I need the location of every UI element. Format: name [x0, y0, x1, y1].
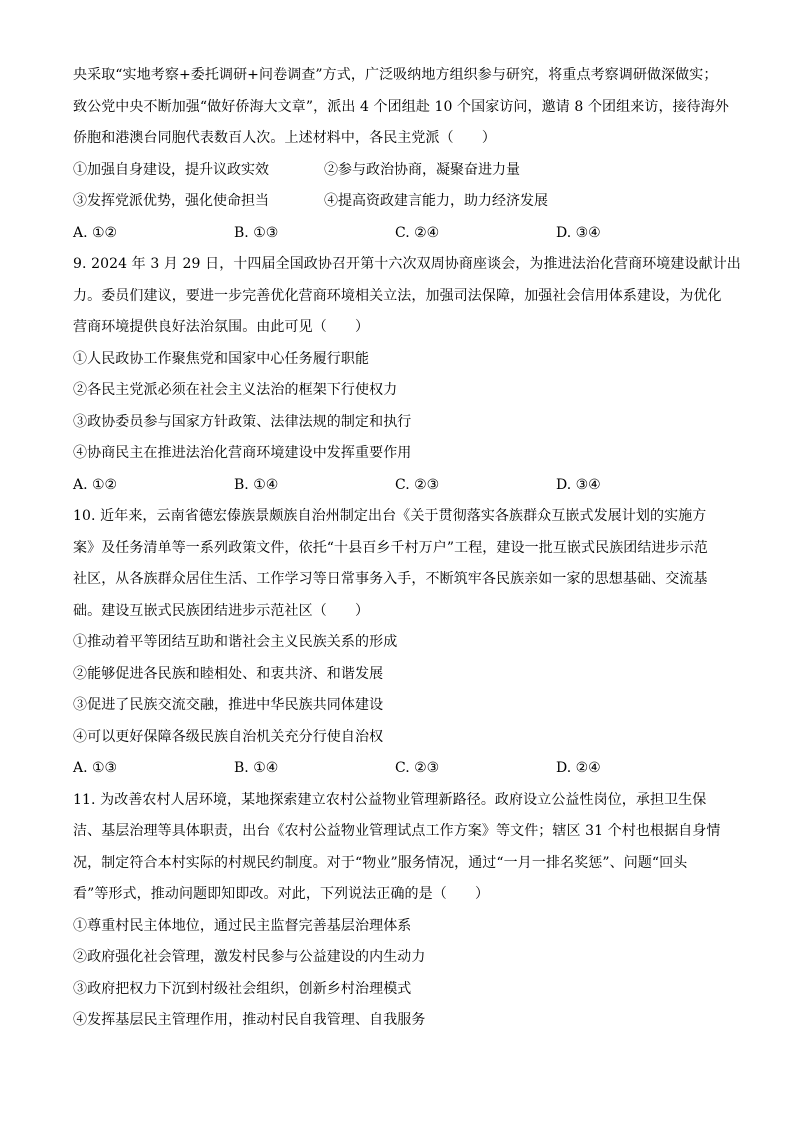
question-text-line: 央采取“实地考察+委托调研+问卷调查”方式，广泛吸纳地方组织参与研究，将重点考察调研做深做实；: [73, 67, 718, 83]
statement-row: [73, 155, 722, 187]
statement: ④发挥基层民主管理作用，推动村民自我管理、自我服务: [73, 1012, 426, 1028]
question-text-line: 营商环境提供良好法治氛围。由此可见（ ）: [73, 319, 370, 335]
option-a[interactable]: A. ①③: [73, 760, 118, 776]
question-text-line: 力。委员们建议，要进一步完善优化营商环境相关立法，加强司法保障，加强社会信用体系建设，为优化: [73, 287, 722, 304]
question-text-line: 案》及任务清单等一系列政策文件，依托“十县百乡千村万户”工程，建设一批互嵌式民族团结进步示范: [73, 539, 708, 556]
option-a[interactable]: A. ①②: [73, 224, 118, 241]
option-d[interactable]: D. ②④: [556, 760, 601, 776]
option-a[interactable]: A. ①②: [73, 476, 118, 493]
question-text-line: 看”等形式，推动问题即知即改。对此，下列说法正确的是（ ）: [73, 886, 490, 902]
question-8: [73, 60, 729, 249]
option-c[interactable]: C. ②③: [395, 760, 440, 776]
question-10: [73, 501, 722, 785]
question-text-line: 况，制定符合本村实际的村规民约制度。对于“物业”服务情况，通过“一月一排名奖惩”、问题“回头: [73, 854, 688, 871]
question-text-line: 侨胞和港澳台同胞代表数百人次。上述材料中，各民主党派（ ）: [73, 130, 496, 146]
statement: ③政协委员参与国家方针政策、法律法规的制定和执行: [73, 413, 412, 430]
statement: ④提高资政建言能力，助力经济发展: [324, 193, 548, 209]
statement: ①加强自身建设，提升议政实效: [73, 161, 269, 178]
statement: ②各民主党派必须在社会主义法治的框架下行使权力: [73, 382, 398, 398]
answer-options: [73, 470, 722, 502]
option-d[interactable]: D. ③④: [556, 476, 601, 493]
option-d[interactable]: D. ③④: [556, 224, 601, 241]
statement: ②政府强化社会管理，激发村民参与公益建设的内生动力: [73, 949, 426, 965]
question-11: [73, 785, 722, 1037]
statement: ③发挥党派优势，强化使命担当: [73, 193, 269, 209]
statement: ①人民政协工作聚焦党和国家中心任务履行职能: [73, 350, 370, 367]
question-text-line: 致公党中央不断加强“做好侨海大文章”，派出 4 个团组赴 10 个国家访问，邀请 8 个团组来访，接待海外: [73, 98, 729, 115]
statement: ④协商民主在推进法治化营商环境建设中发挥重要作用: [73, 445, 412, 461]
option-b[interactable]: B. ①④: [234, 476, 279, 493]
question-text-line: 10. 近年来，云南省德宏傣族景颇族自治州制定出台《关于贯彻落实各族群众互嵌式发展计划的实施方: [73, 508, 707, 524]
statement: ③政府把权力下沉到村级社会组织，创新乡村治理模式: [73, 980, 412, 997]
question-text-line: 础。建设互嵌式民族团结进步示范社区（ ）: [73, 602, 370, 619]
option-c[interactable]: C. ②③: [395, 476, 440, 493]
question-text-line: 社区，从各族群众居住生活、工作学习等日常事务入手，不断筑牢各民族亲如一家的思想基础、交流基: [73, 571, 708, 587]
question-text-line: 9. 2024 年 3 月 29 日，十四届全国政协召开第十六次双周协商座谈会，为推进法治化营商环境建设献计出: [73, 256, 741, 272]
question-9: [73, 249, 741, 501]
statement-row: [73, 186, 722, 218]
option-c[interactable]: C. ②④: [395, 224, 440, 241]
statement: ①尊重村民主体地位，通过民主监督完善基层治理体系: [73, 917, 412, 934]
question-text-line: 洁、基层治理等具体职责，出台《农村公益物业管理试点工作方案》等文件；辖区 31 个村也根据自身情: [73, 823, 721, 839]
statement: ③促进了民族交流交融，推进中华民族共同体建设: [73, 697, 384, 713]
answer-options: [73, 753, 722, 785]
option-b[interactable]: B. ①④: [234, 760, 279, 776]
statement: ④可以更好保障各级民族自治机关充分行使自治权: [73, 728, 384, 745]
statement: ②参与政治协商，凝聚奋进力量: [324, 161, 520, 178]
statement: ①推动着平等团结互助和谐社会主义民族关系的形成: [73, 634, 398, 650]
option-b[interactable]: B. ①③: [234, 224, 279, 241]
answer-options: [73, 218, 722, 250]
question-text-line: 11. 为改善农村人居环境，某地探索建立农村公益物业管理新路径。政府设立公益性岗位，承担卫生保: [73, 791, 707, 808]
statement: ②能够促进各民族和睦相处、和衷共济、和谐发展: [73, 665, 384, 682]
